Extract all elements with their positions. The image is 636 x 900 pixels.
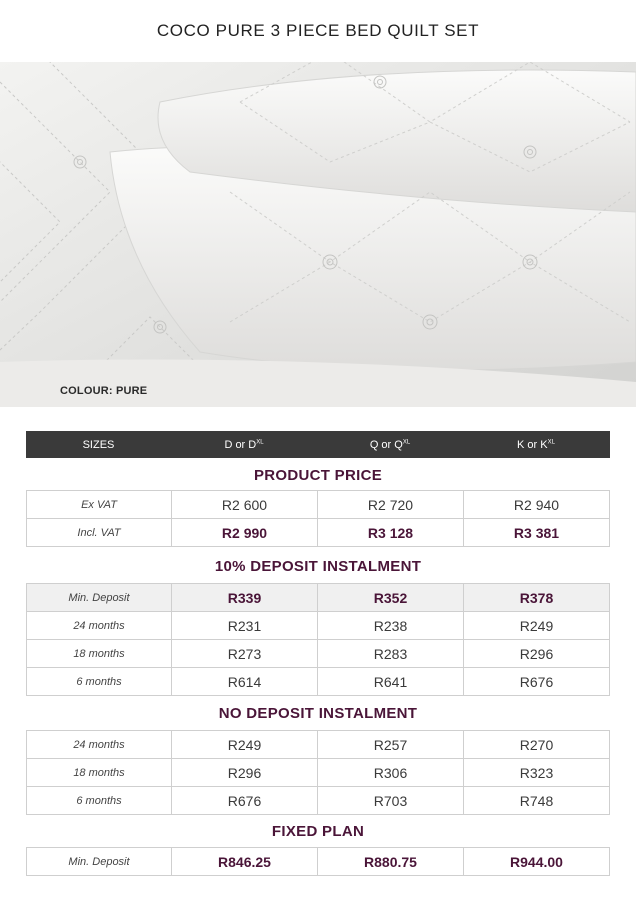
product-price-table — [26, 490, 610, 547]
price-cell: R352 — [318, 584, 464, 612]
price-cell: R880.75 — [318, 848, 464, 876]
row-label: Ex VAT — [27, 491, 172, 519]
row-label: 6 months — [27, 668, 172, 696]
row-label: 6 months — [27, 787, 172, 815]
table-row — [27, 759, 610, 787]
price-cell: R249 — [464, 612, 610, 640]
row-label: 24 months — [27, 731, 172, 759]
price-cell: R296 — [172, 759, 318, 787]
price-cell: R273 — [172, 640, 318, 668]
price-cell: R270 — [464, 731, 610, 759]
quilt-illustration — [0, 62, 636, 407]
row-label: Min. Deposit — [27, 848, 172, 876]
table-row — [27, 491, 610, 519]
price-cell: R3 381 — [464, 519, 610, 547]
no-deposit-instalment-title: NO DEPOSIT INSTALMENT — [218, 705, 418, 722]
price-cell: R614 — [172, 668, 318, 696]
price-cell: R676 — [172, 787, 318, 815]
table-row — [27, 848, 610, 876]
size-col-king: K or $K^{XL}$ — [517, 438, 555, 451]
price-cell: R238 — [318, 612, 464, 640]
price-cell: R257 — [318, 731, 464, 759]
table-row — [27, 612, 610, 640]
price-cell: R323 — [464, 759, 610, 787]
price-cell: R2 600 — [172, 491, 318, 519]
no-deposit-instalment-table — [26, 730, 610, 815]
fixed-plan-title: FIXED PLAN — [271, 823, 365, 840]
table-row — [27, 519, 610, 547]
page-title: COCO PURE 3 PIECE BED QUILT SET — [156, 21, 480, 40]
deposit-instalment-title: 10% DEPOSIT INSTALMENT — [214, 558, 422, 575]
product-price-title: PRODUCT PRICE — [253, 467, 383, 484]
deposit-instalment-table — [26, 583, 610, 696]
row-label: 18 months — [27, 759, 172, 787]
table-row — [27, 584, 610, 612]
table-row — [27, 731, 610, 759]
price-cell: R296 — [464, 640, 610, 668]
size-col-queen: Q or $Q^{XL}$ — [369, 438, 411, 451]
price-cell: R3 128 — [318, 519, 464, 547]
table-row — [27, 787, 610, 815]
row-label: 18 months — [27, 640, 172, 668]
price-cell: R249 — [172, 731, 318, 759]
colour-label: COLOUR: PURE — [60, 385, 148, 397]
price-cell: R2 990 — [172, 519, 318, 547]
price-cell: R231 — [172, 612, 318, 640]
row-label: Incl. VAT — [27, 519, 172, 547]
price-cell: R748 — [464, 787, 610, 815]
row-label: 24 months — [27, 612, 172, 640]
price-cell: R2 720 — [318, 491, 464, 519]
fixed-plan-table — [26, 847, 610, 876]
product-image — [0, 62, 636, 407]
price-cell: R2 940 — [464, 491, 610, 519]
price-cell: R283 — [318, 640, 464, 668]
size-col-double: D or $D^{XL}$ — [224, 438, 264, 451]
price-cell: R641 — [318, 668, 464, 696]
price-cell: R339 — [172, 584, 318, 612]
sizes-label: SIZES — [82, 438, 115, 451]
price-cell: R944.00 — [464, 848, 610, 876]
table-row — [27, 640, 610, 668]
sizes-header — [26, 431, 610, 458]
price-cell: R703 — [318, 787, 464, 815]
row-label: Min. Deposit — [27, 584, 172, 612]
price-cell: R676 — [464, 668, 610, 696]
price-cell: R378 — [464, 584, 610, 612]
table-row — [27, 668, 610, 696]
price-cell: R846.25 — [172, 848, 318, 876]
price-cell: R306 — [318, 759, 464, 787]
